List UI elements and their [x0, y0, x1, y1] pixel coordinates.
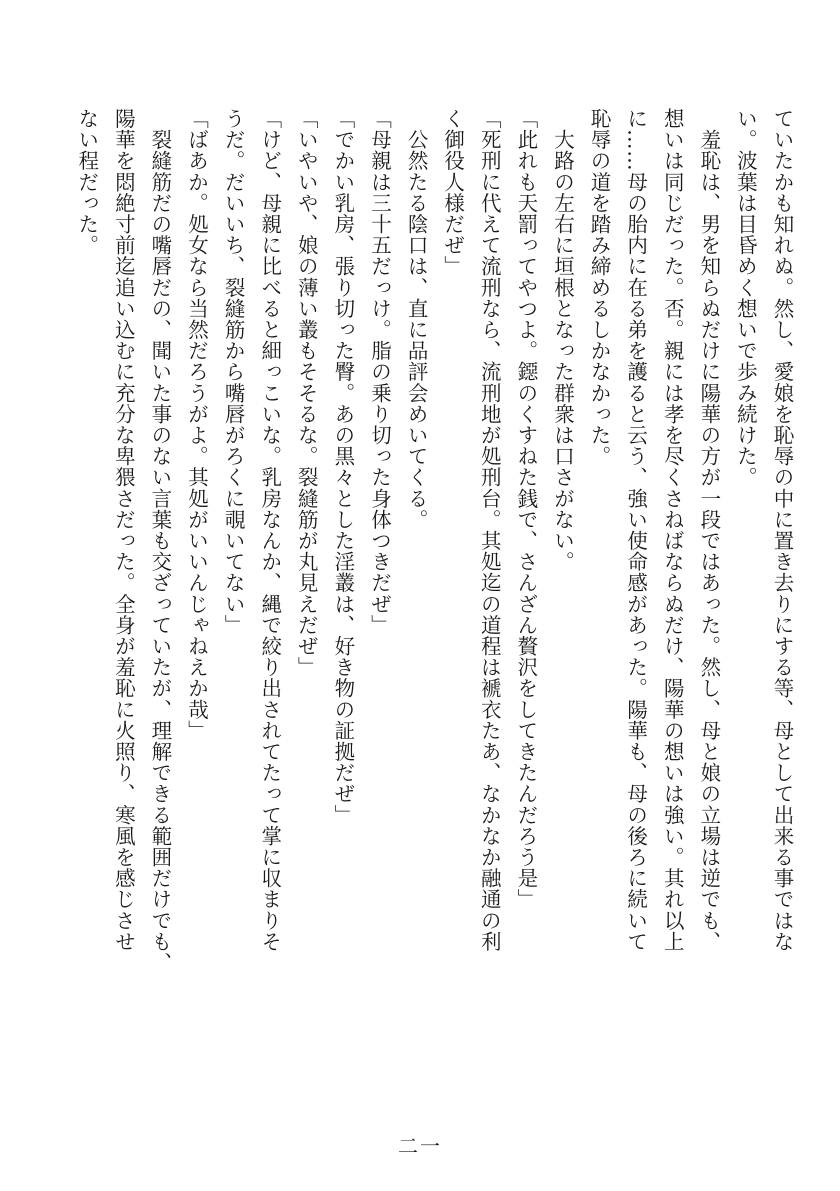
text-line: 裂縫筋だの嘴唇だの、聞いた事のない言葉も交ざっていたが、理解できる範囲だけでも、 — [147, 108, 172, 974]
text-line: 想いは同じだった。否。親には孝を尽くさねばならぬだけ、陽華の想いは強い。其れ以上 — [660, 108, 685, 952]
text-line: 公然たる陰口は、直に品評会めいてくる。 — [404, 108, 429, 530]
text-line: うだ。だいいち、裂縫筋から嘴唇がろくに覗いてない」 — [221, 108, 246, 636]
text-line: ていたかも知れぬ。然し、愛娘を恥辱の中に置き去りにする等、母として出来る事ではな — [770, 108, 794, 952]
text-line: 「此れも天罰ってやつよ。鐚のくすねた銭で、さんざん贅沢をしてきたんだろう是」 — [513, 108, 538, 910]
text-line: 「でかい乳房、張り切った臀。あの黒々とした淫叢は、好き物の証拠だぜ」 — [330, 108, 355, 826]
text-line: に……母の胎内に在る弟を護ると云う、強い使命感があった。陽華も、母の後ろに続いて — [623, 108, 648, 952]
text-line: 陽華を悶絶寸前迄追い込むに充分な卑猥さだった。全身が羞恥に火照り、寒風を感じさせ — [111, 108, 136, 952]
text-line: 「ばあか。処女なら当然だろうがよ。其処がいいんじゃねえか哉」 — [184, 108, 209, 741]
text-line: 「いやいや、娘の薄い叢もそそるな。裂縫筋が丸見えだぜ」 — [294, 108, 319, 678]
vertical-text-body — [30, 108, 800, 1028]
text-line: 恥辱の道を踏み締めるしかなかった。 — [587, 108, 612, 467]
page-number: 二一 — [398, 1134, 442, 1158]
text-line: 「母親は三十五だっけ。脂の乗り切った身体つきだぜ」 — [367, 108, 392, 636]
text-line: 「死刑に代えて流刑なら、流刑地が処刑台。其処迄の道程は褫衣たあ、なかなか融通の利 — [477, 108, 502, 952]
text-line: ない程だった。 — [74, 108, 99, 256]
text-line: 羞恥は、男を知らぬだけに陽華の方が一段ではあった。然し、母と娘の立場は逆でも、 — [696, 108, 721, 952]
text-line: く御役人様だぜ」 — [440, 108, 465, 277]
text-line: 大路の左右に垣根となった群衆は口さがない。 — [550, 108, 575, 573]
text-line: 「けど、母親に比べると細っこいな。乳房なんか、縄で絞り出されてたって掌に収まりそ — [257, 108, 282, 952]
text-line: い。波葉は目昏めく想いで歩み続けた。 — [733, 108, 758, 488]
